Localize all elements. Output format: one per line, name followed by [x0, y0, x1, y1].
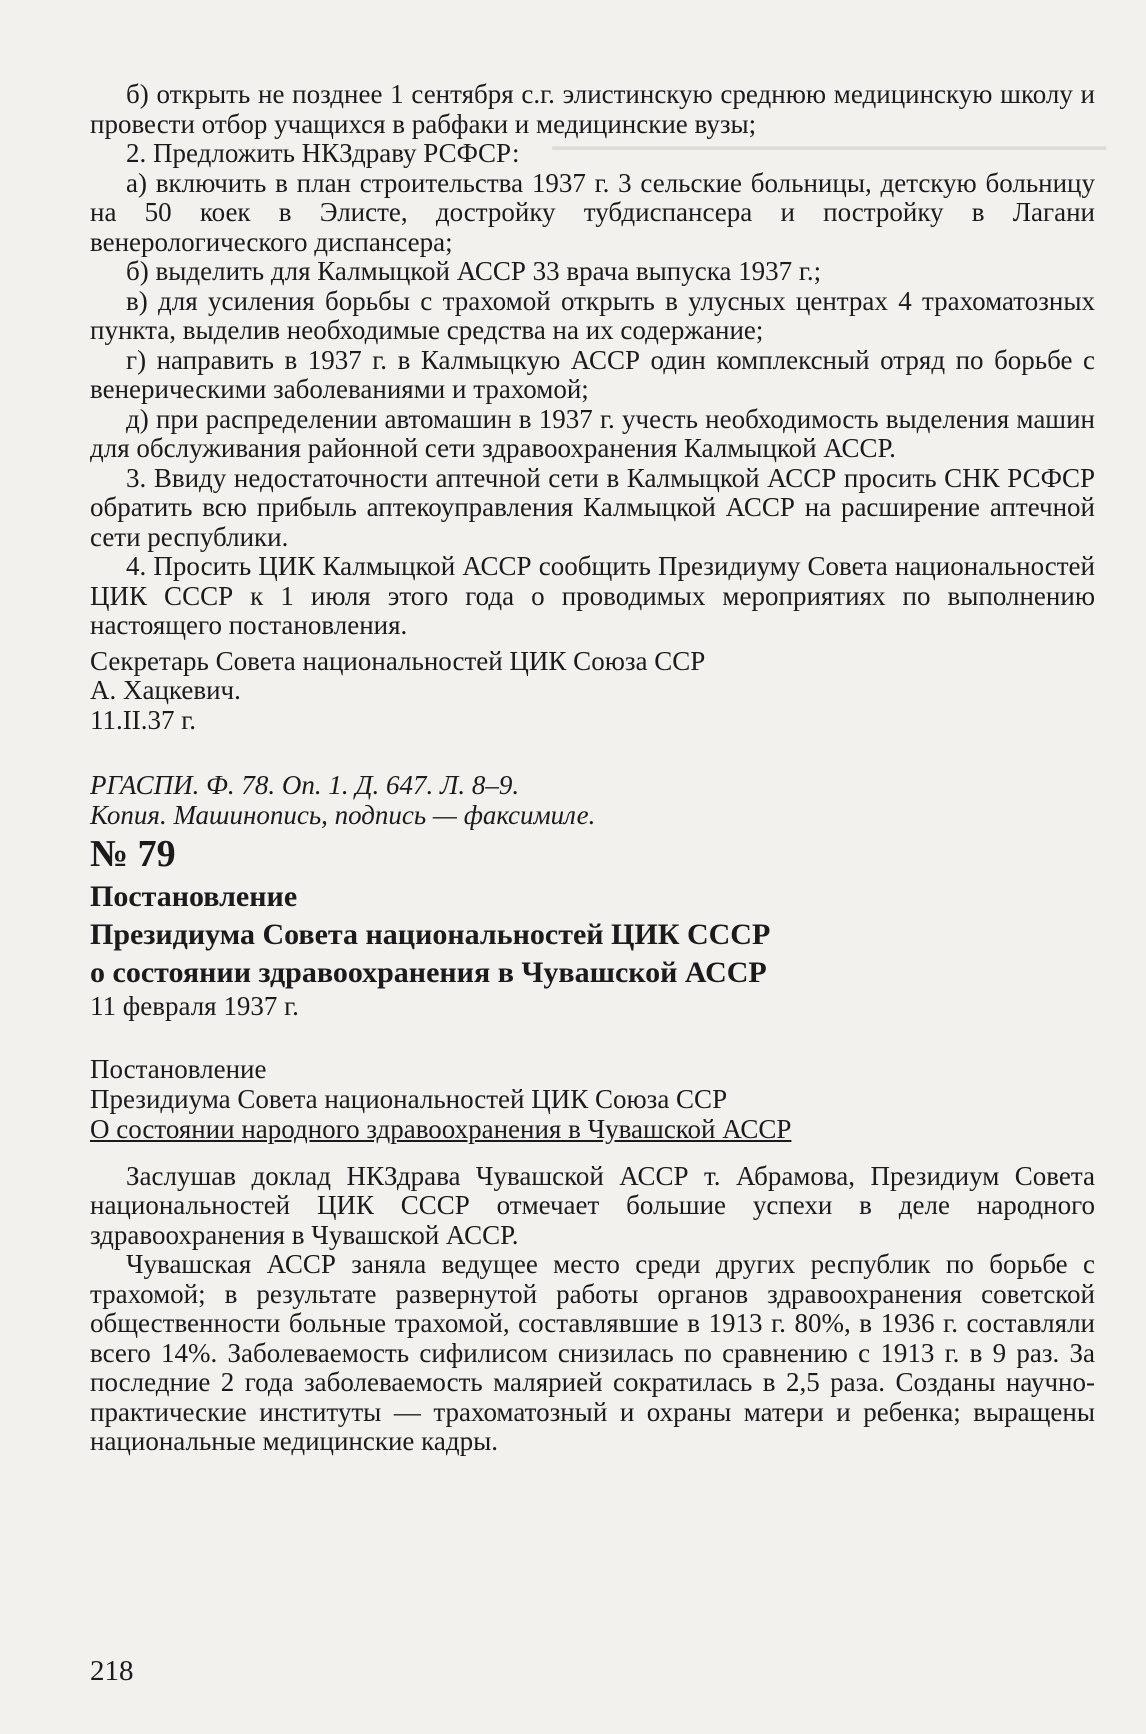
paragraph: г) направить в 1937 г. в Калмыцкую АССР один комплексный отряд по борьбе с венерическими заболеваниями и трахомой; [90, 344, 1095, 404]
signature-title: Секретарь Совета национальностей ЦИК Союза ССР [90, 645, 706, 676]
page-text [90, 80, 1095, 1457]
signature-name: А. Хацкевич. [90, 675, 241, 705]
paragraph: б) выделить для Калмыцкой АССР 33 врача выпуска 1937 г.; [126, 256, 822, 286]
resolution-heading [90, 1054, 1095, 1144]
paragraph: в) для усиления борьбы с трахомой открыть в улусных центрах 4 трахоматозных пункта, выделив необходимые средства на их содержание; [90, 285, 1095, 345]
document-header [90, 830, 1095, 1022]
document-title: Постановление [90, 880, 298, 913]
archive-source: РГАСПИ. Ф. 78. Оп. 1. Д. 647. Л. 8–9. [90, 770, 520, 800]
document-number: № 79 [90, 833, 176, 875]
archive-reference [90, 771, 1095, 830]
document-date: 11 февраля 1937 г. [90, 991, 299, 1021]
page-number: 218 [90, 1655, 134, 1687]
paragraph: Чувашская АССР заняла ведущее место среди других республик по борьбе с трахомой; в результате развернутой работы органов здравоохранения советской общественности больные трахомой, составлявшие в 1913 г. 80%, в 1936 г. составляли всего 14%. Заболеваемость сифилисом снизилась по сравнению с 1913 г. в 9 раз. За последние 2 года заболеваемость малярией сократилась в 2,5 раза. Созданы научно-практические институты — трахоматозный и охраны матери и ребенка; выращены национальные медицинские кадры. [90, 1249, 1095, 1456]
resolution-heading-line2: Президиума Совета национальностей ЦИК Союза ССР [90, 1083, 728, 1114]
paragraph: а) включить в план строительства 1937 г. 3 сельские больницы, детскую больницу на 50 коек в Элисте, достройку тубдиспансера и постройку в Лагани венерологического диспансера; [90, 167, 1095, 257]
paragraph: б) открыть не позднее 1 сентября с.г. элистинскую среднюю медицинскую школу и провести отбор учащихся в рабфаки и медицинские вузы; [90, 79, 1095, 139]
paragraph: д) при распределении автомашин в 1937 г. учесть необходимость выделения машин для обслуживания районной сети здравоохранения Калмыцкой АССР. [90, 403, 1095, 463]
paragraph: Заслушав доклад НКЗдрава Чувашской АССР т. Абрамова, Президиум Совета национальностей ЦИК СССР отмечает большие успехи в деле народного здравоохранения в Чувашской АССР. [90, 1160, 1095, 1250]
bleed-through-text: ▁▁▁▁▁▁▁▁▁▁▁▁▁▁▁▁▁▁▁▁▁▁▁▁▁▁▁▁▁▁ [552, 124, 1106, 150]
signature-date: 11.II.37 г. [90, 704, 197, 735]
paragraph: 2. Предложить НКЗдраву РСФСР: [126, 138, 520, 168]
document-title-line2: Президиума Совета национальностей ЦИК СССР [90, 918, 771, 951]
paragraph: 3. Ввиду недостаточности аптечной сети в Калмыцкой АССР просить СНК РСФСР обратить всю прибыль аптекоуправления Калмыцкой АССР на расширение аптечной сети республики. [90, 462, 1095, 552]
resolution-body [90, 1162, 1095, 1457]
document-title-line3: о состоянии здравоохранения в Чувашской АССР [90, 956, 767, 989]
resolution-heading-line3: О состоянии народного здравоохранения в Чувашской АССР [90, 1113, 792, 1144]
paragraph: 4. Просить ЦИК Калмыцкой АССР сообщить Президиуму Совета национальностей ЦИК СССР к 1 июля этого года о проводимых мероприятиях по выполнению настоящего постановления. [90, 551, 1095, 640]
resolution-heading-line1: Постановление [90, 1053, 267, 1084]
archive-note: Копия. Машинопись, подпись — факсимиле. [90, 799, 596, 830]
signature-block [90, 647, 1095, 736]
